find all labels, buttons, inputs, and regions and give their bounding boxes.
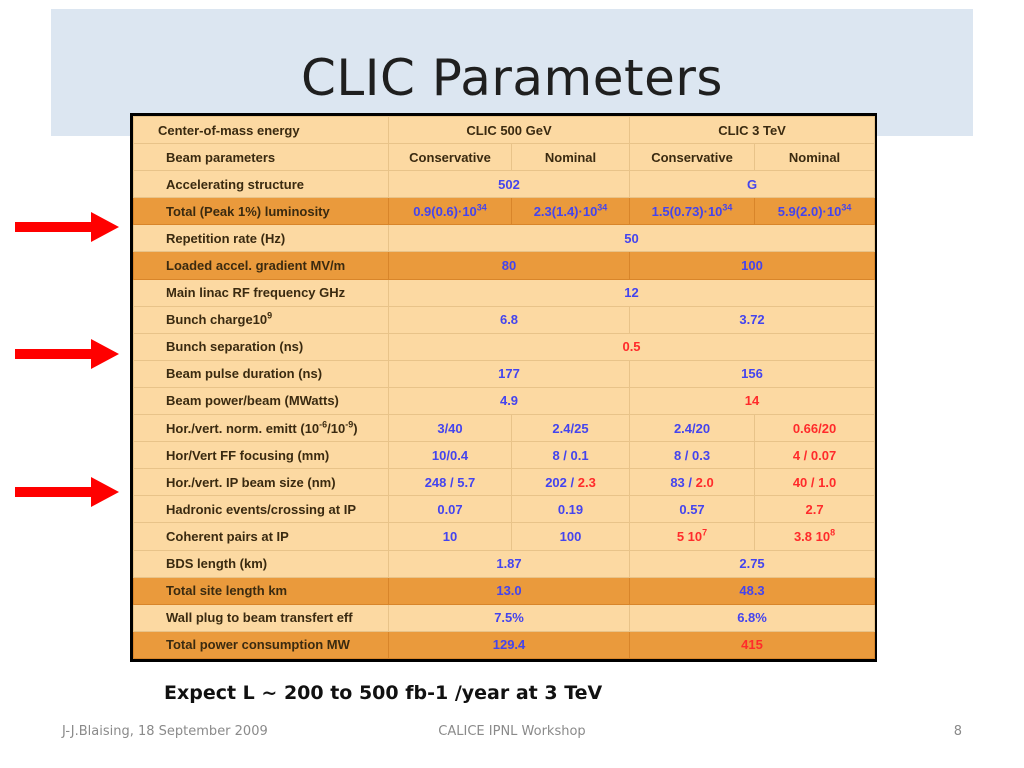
subheader-label: Beam parameters bbox=[134, 144, 389, 171]
cell: 50 bbox=[389, 225, 875, 252]
cell: $5.9(2.0)\cdot 10^{34}$ bbox=[755, 198, 875, 225]
row-label: Hadronic events/crossing at IP bbox=[134, 496, 389, 523]
table-row bbox=[134, 387, 875, 414]
cell: 2.7 bbox=[755, 496, 875, 523]
cell: 7.5% bbox=[389, 604, 630, 631]
cell: 80 bbox=[389, 252, 630, 279]
row-label: Bunch separation (ns) bbox=[134, 333, 389, 360]
row-label: Beam power/beam (MWatts) bbox=[134, 387, 389, 414]
cell: 8 / 0.3 bbox=[630, 442, 755, 469]
row-label: Loaded accel. gradient MV/m bbox=[134, 252, 389, 279]
table-row bbox=[134, 577, 875, 604]
cell: 100 bbox=[512, 523, 630, 550]
header-label: Center-of-mass energy bbox=[134, 117, 389, 144]
table-row bbox=[134, 198, 875, 225]
page-number: 8 bbox=[953, 724, 962, 739]
table-header-row bbox=[134, 117, 875, 144]
row-label: Hor/Vert FF focusing (mm) bbox=[134, 442, 389, 469]
table-row bbox=[134, 604, 875, 631]
arrow-right-icon bbox=[15, 476, 119, 508]
table-row bbox=[134, 360, 875, 387]
arrow-right-icon bbox=[15, 211, 119, 243]
subheader-conservative-3tev: Conservative bbox=[630, 144, 755, 171]
cell: 0.66/20 bbox=[755, 415, 875, 442]
expect-note: Expect L ~ 200 to 500 fb-1 /year at 3 TeV bbox=[164, 682, 603, 704]
table-row bbox=[134, 333, 875, 360]
cell: 2.4/20 bbox=[630, 415, 755, 442]
cell: $2.3(1.4)\cdot 10^{34}$ bbox=[512, 198, 630, 225]
row-label: Total (Peak 1%) luminosity bbox=[134, 198, 389, 225]
table-subheader-row bbox=[134, 144, 875, 171]
cell: 12 bbox=[389, 279, 875, 306]
subheader-nominal-3tev: Nominal bbox=[755, 144, 875, 171]
cell: 1.87 bbox=[389, 550, 630, 577]
cell: 3.72 bbox=[630, 306, 875, 333]
cell: $1.5(0.73)\cdot 10^{34}$ bbox=[630, 198, 755, 225]
cell: 10/0.4 bbox=[389, 442, 512, 469]
row-label: Wall plug to beam transfert eff bbox=[134, 604, 389, 631]
row-label: Bunch $charge10^9$ bbox=[134, 306, 389, 333]
cell: 502 bbox=[389, 171, 630, 198]
cell: 14 bbox=[630, 387, 875, 414]
cell: 4 / 0.07 bbox=[755, 442, 875, 469]
table-row bbox=[134, 550, 875, 577]
footer-author: J-J.Blaising, 18 September 2009 bbox=[62, 724, 268, 739]
table-row bbox=[134, 631, 875, 658]
row-label: Total site length km bbox=[134, 577, 389, 604]
cell: 177 bbox=[389, 360, 630, 387]
cell: 156 bbox=[630, 360, 875, 387]
row-label: Main linac RF frequency GHz bbox=[134, 279, 389, 306]
parameters-grid bbox=[133, 116, 875, 659]
header-clic500: CLIC 500 GeV bbox=[389, 117, 630, 144]
table-row bbox=[134, 279, 875, 306]
cell: 0.57 bbox=[630, 496, 755, 523]
subheader-nominal-500: Nominal bbox=[512, 144, 630, 171]
cell: $0.9(0.6)\cdot 10^{34}$ bbox=[389, 198, 512, 225]
cell: 4.9 bbox=[389, 387, 630, 414]
footer-event: CALICE IPNL Workshop bbox=[438, 724, 586, 739]
cell: 40 / 1.0 bbox=[755, 469, 875, 496]
cell: 0.5 bbox=[389, 333, 875, 360]
cell: 6.8 bbox=[389, 306, 630, 333]
row-label: Accelerating structure bbox=[134, 171, 389, 198]
cell: 100 bbox=[630, 252, 875, 279]
table-row bbox=[134, 415, 875, 442]
cell: 0.07 bbox=[389, 496, 512, 523]
row-label: Total power consumption MW bbox=[134, 631, 389, 658]
cell: 415 bbox=[630, 631, 875, 658]
table-row bbox=[134, 252, 875, 279]
cell: G bbox=[630, 171, 875, 198]
table-row bbox=[134, 496, 875, 523]
cell: 3.8 $10^8$ bbox=[755, 523, 875, 550]
table-row bbox=[134, 523, 875, 550]
arrow-right-icon bbox=[15, 338, 119, 370]
cell: 83 / 2.0 bbox=[630, 469, 755, 496]
row-label: Hor./vert. IP beam size (nm) bbox=[134, 469, 389, 496]
cell: 5 $10^7$ bbox=[630, 523, 755, 550]
cell: 129.4 bbox=[389, 631, 630, 658]
cell: 0.19 bbox=[512, 496, 630, 523]
table-row bbox=[134, 469, 875, 496]
table-row bbox=[134, 225, 875, 252]
row-label: BDS length (km) bbox=[134, 550, 389, 577]
cell: 48.3 bbox=[630, 577, 875, 604]
table-row bbox=[134, 171, 875, 198]
subheader-conservative-500: Conservative bbox=[389, 144, 512, 171]
cell: 202 / 2.3 bbox=[512, 469, 630, 496]
row-label: Hor./vert. norm. emitt $(10^{-6}/10^{-9})$ bbox=[134, 415, 389, 442]
cell: 6.8% bbox=[630, 604, 875, 631]
cell: 248 / 5.7 bbox=[389, 469, 512, 496]
cell: 13.0 bbox=[389, 577, 630, 604]
cell: 2.75 bbox=[630, 550, 875, 577]
header-clic3: CLIC 3 TeV bbox=[630, 117, 875, 144]
cell: 2.4/25 bbox=[512, 415, 630, 442]
cell: 3/40 bbox=[389, 415, 512, 442]
cell: 8 / 0.1 bbox=[512, 442, 630, 469]
table-row bbox=[134, 442, 875, 469]
slide-title: CLIC Parameters bbox=[300, 49, 723, 107]
row-label: Beam pulse duration (ns) bbox=[134, 360, 389, 387]
parameters-table bbox=[130, 113, 877, 662]
table-row bbox=[134, 306, 875, 333]
row-label: Repetition rate (Hz) bbox=[134, 225, 389, 252]
row-label: Coherent pairs at IP bbox=[134, 523, 389, 550]
cell: 10 bbox=[389, 523, 512, 550]
